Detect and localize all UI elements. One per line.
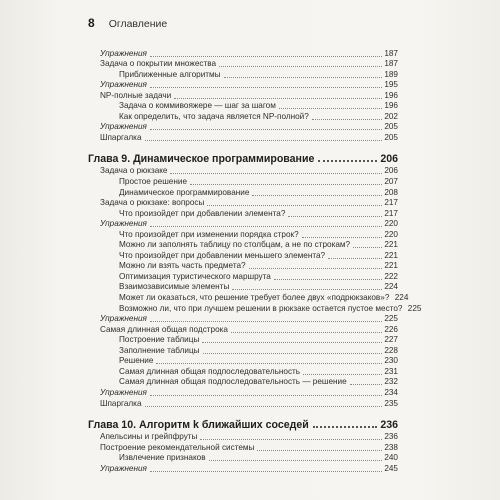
dot-leader (150, 394, 382, 396)
toc-entry-title: NP-полные задачи (100, 90, 172, 100)
toc-entry (88, 432, 398, 443)
toc-page-number: 208 (384, 187, 398, 197)
toc-page-number: 217 (384, 208, 398, 218)
toc-entry-title: Задача о рюкзаке: вопросы (100, 198, 205, 208)
dot-leader (302, 236, 382, 238)
toc-entry-title: Упражнения (100, 80, 147, 90)
toc-entry-title: Взаимозависимые элементы (119, 282, 230, 292)
dot-leader (231, 331, 382, 333)
toc-page-number: 225 (384, 314, 398, 324)
toc-page-number: 189 (384, 69, 398, 79)
toc-page-number: 228 (384, 345, 398, 355)
toc-page-number: 238 (384, 442, 398, 452)
toc-entry (88, 324, 398, 335)
dot-leader (200, 438, 382, 440)
dot-leader (328, 257, 382, 259)
toc-entry-title: Шпаргалка (100, 398, 142, 408)
toc-entry-title: Глава 9. Динамическое программирование (88, 152, 315, 165)
dot-leader (232, 288, 382, 290)
toc-entry (88, 292, 409, 303)
toc-page-number: 187 (384, 48, 398, 58)
dot-leader (170, 172, 382, 174)
dot-leader (202, 341, 382, 343)
toc-entry (88, 387, 398, 398)
toc-page-number: 221 (384, 261, 398, 271)
toc-page-number: 225 (407, 303, 422, 313)
dot-leader (257, 449, 382, 451)
toc-page-number: 220 (384, 219, 398, 229)
dot-leader (318, 159, 377, 162)
toc-entry (88, 442, 398, 453)
toc-entry (88, 398, 398, 409)
dot-leader (303, 373, 382, 375)
dot-leader (312, 118, 382, 120)
toc-page-number: 234 (384, 387, 398, 397)
toc-entry (88, 80, 398, 91)
toc-entry-title: Самая длинная общая подпоследовательность — решение (119, 377, 347, 387)
toc-entry (88, 271, 398, 282)
toc-entry (88, 453, 398, 464)
toc-page-number: 240 (384, 453, 398, 463)
toc-entry-title: Что произойдет при добавлении меньшего элемента? (119, 250, 326, 260)
dot-leader (224, 76, 382, 78)
dot-leader (150, 86, 382, 88)
toc-entry (88, 377, 398, 388)
toc-page-number: 207 (384, 177, 398, 187)
toc-entry-title: Самая длинная общая подстрока (100, 324, 228, 334)
toc-page-number: 227 (384, 335, 398, 345)
toc-page-number: 217 (384, 198, 398, 208)
dot-leader (350, 383, 382, 385)
dot-leader (190, 183, 382, 185)
toc-entry-title: Упражнения (100, 122, 147, 132)
dot-leader (203, 352, 382, 354)
toc-entry-title: Построение таблицы (119, 335, 200, 345)
dot-leader (313, 425, 378, 428)
toc-page-number: 224 (394, 293, 409, 303)
toc-entry (88, 314, 398, 325)
dot-leader (288, 215, 382, 217)
toc-entry (88, 101, 398, 112)
toc-entry-title: Задача о коммивояжере — шаг за шагом (119, 101, 276, 111)
toc-entry-title: Возможно ли, что при лучшем решении в рюкзаке остается пустое место? (119, 303, 403, 313)
dot-leader (150, 128, 382, 130)
toc-entry-title: Построение рекомендательной системы (100, 442, 255, 452)
toc-entry-title: Заполнение таблицы (119, 345, 200, 355)
toc-entry (88, 250, 398, 261)
toc-page-number: 221 (384, 250, 398, 260)
toc-entry-title: Апельсины и грейпфруты (100, 432, 198, 442)
toc-entry (88, 261, 398, 272)
dot-leader (156, 362, 382, 364)
toc-entry (88, 48, 398, 59)
toc-page-number: 221 (384, 240, 398, 250)
toc-chapter-heading (88, 149, 398, 165)
toc-entry-title: Глава 10. Алгоритм k ближайших соседей (88, 418, 309, 431)
toc-entry (88, 366, 398, 377)
toc-entry-title: Решение (119, 356, 154, 366)
dot-leader (219, 65, 382, 67)
toc-entry-title: Упражнения (100, 387, 147, 397)
toc-page-number: 205 (384, 132, 398, 142)
toc-page-number: 202 (384, 111, 398, 121)
toc-entry-title: Как определить, что задача является NP-полной? (119, 111, 309, 121)
toc-entry-title: Простое решение (119, 177, 188, 187)
page-number: 8 (88, 16, 95, 30)
toc-entry (88, 198, 398, 209)
toc-entry (88, 229, 398, 240)
toc-page-number: 236 (380, 418, 398, 431)
dot-leader (145, 139, 383, 141)
toc-entry-title: Самая длинная общая подпоследовательность (119, 366, 301, 376)
running-title: Оглавление (108, 18, 168, 30)
toc-entry (88, 59, 398, 70)
toc-entry (88, 90, 398, 101)
toc-entry-title: Упражнения (100, 48, 147, 58)
toc-entry-title: Шпаргалка (100, 132, 142, 142)
dot-leader (252, 194, 382, 196)
toc-page-number: 220 (384, 229, 398, 239)
dot-leader (207, 204, 382, 206)
toc-entry-title: Что произойдет при изменении порядка строк? (119, 229, 299, 239)
toc-entry (88, 356, 398, 367)
toc-entry (88, 282, 398, 293)
toc-entry-title: Можно ли заполнять таблицу по столбцам, а не по строкам? (119, 240, 351, 250)
toc-entry-title: Упражнения (100, 314, 147, 324)
toc-chapter-heading (88, 415, 398, 431)
table-of-contents (88, 48, 422, 474)
toc-entry-title: Упражнения (100, 463, 147, 473)
toc-entry-title: Задача о покрытии множества (100, 59, 217, 69)
toc-page-number: 231 (384, 366, 398, 376)
toc-page-number: 195 (384, 80, 398, 90)
toc-page-number: 224 (384, 282, 398, 292)
toc-entry-title: Что произойдет при добавлении элемента? (119, 208, 286, 218)
toc-entry (88, 219, 398, 230)
dot-leader (353, 246, 382, 248)
toc-entry (88, 463, 398, 474)
toc-page-number: 206 (384, 166, 398, 176)
toc-entry (88, 345, 398, 356)
toc-page-number: 226 (384, 324, 398, 334)
dot-leader (249, 267, 382, 269)
toc-entry-title: Задача о рюкзаке (100, 166, 168, 176)
dot-leader (174, 97, 382, 99)
toc-entry (88, 187, 398, 198)
toc-entry-title: Извлечение признаков (119, 453, 206, 463)
toc-entry (88, 240, 398, 251)
toc-page-number: 232 (384, 377, 398, 387)
toc-page-number: 236 (384, 432, 398, 442)
toc-entry (88, 335, 398, 346)
toc-page-number: 235 (384, 398, 398, 408)
toc-page-number: 230 (384, 356, 398, 366)
toc-entry-title: Может ли оказаться, что решение требует более двух «подрюкзаков»? (119, 293, 390, 303)
toc-entry (88, 69, 398, 80)
toc-page-number: 206 (380, 152, 398, 165)
toc-page-number: 187 (384, 59, 398, 69)
toc-page-number: 196 (384, 101, 398, 111)
toc-entry-title: Динамическое программирование (119, 187, 250, 197)
toc-page-number: 222 (384, 271, 398, 281)
dot-leader (274, 278, 382, 280)
toc-page-number: 196 (384, 90, 398, 100)
toc-page-number: 245 (384, 463, 398, 473)
page-header (88, 16, 167, 36)
toc-entry-title: Приближенные алгоритмы (119, 69, 221, 79)
toc-entry-title: Упражнения (100, 219, 147, 229)
dot-leader (150, 225, 382, 227)
toc-entry (88, 132, 398, 143)
toc-entry (88, 111, 398, 122)
dot-leader (209, 459, 382, 461)
toc-page-number: 205 (384, 122, 398, 132)
toc-entry (88, 166, 398, 177)
dot-leader (150, 470, 382, 472)
toc-entry (88, 303, 422, 314)
toc-entry (88, 122, 398, 133)
dot-leader (279, 107, 382, 109)
toc-entry-title: Можно ли взять часть предмета? (119, 261, 246, 271)
toc-entry-title: Оптимизация туристического маршрута (119, 271, 271, 281)
dot-leader (150, 320, 382, 322)
toc-entry (88, 176, 398, 187)
dot-leader (145, 405, 383, 407)
dot-leader (150, 55, 382, 57)
toc-entry (88, 208, 398, 219)
